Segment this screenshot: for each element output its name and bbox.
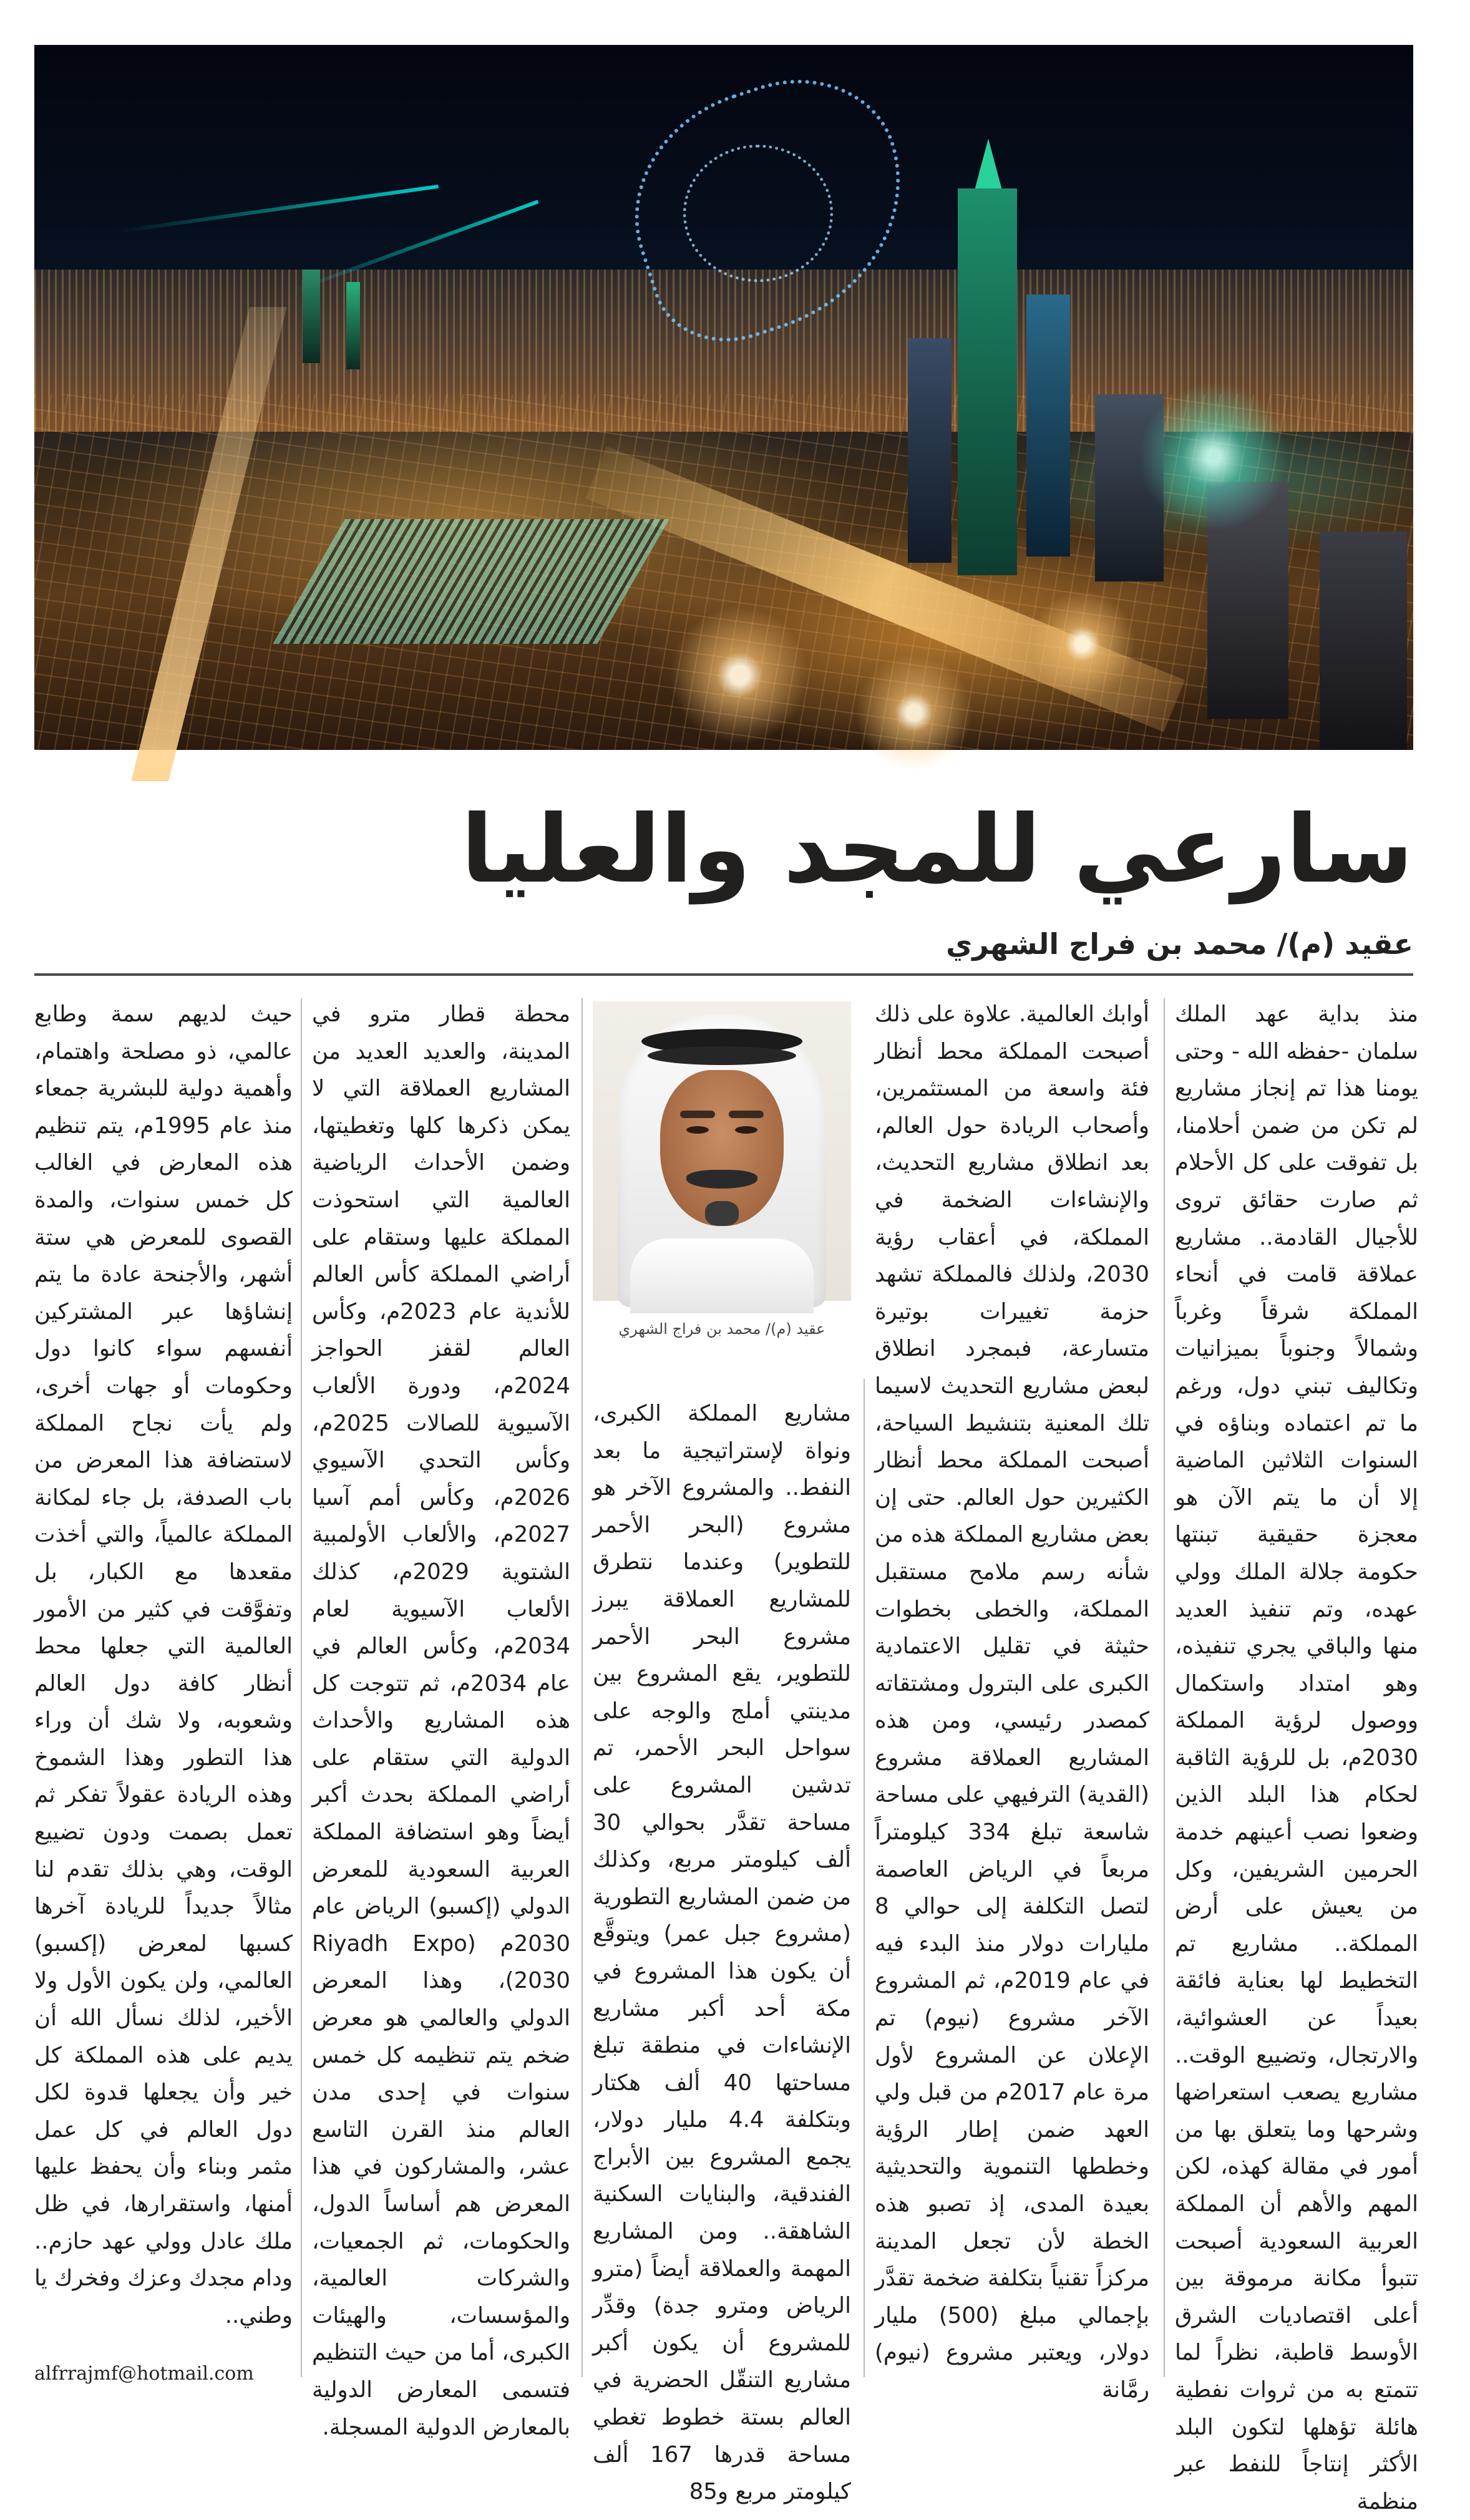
- hero-firework: [1126, 369, 1301, 544]
- hero-firework: [658, 594, 820, 756]
- author-brow: [680, 1111, 715, 1118]
- column-divider: [582, 998, 583, 2377]
- hero-tower-green: [958, 188, 1017, 575]
- hero-tower: [1026, 294, 1070, 557]
- hero-laser-beam: [117, 185, 439, 233]
- article-column-3: مشاريع المملكة الكبرى، ونواة لإستراتيجية ما بعد النفط.. والمشروع الآخر هو مشروع (البحر الأحمر للتطوير) وعندما نتطرق للمشاريع العملاقة يبرز مشروع البحر الأحمر للتطوير، يقع المشروع بين مدينتي أملج والوجه على سواحل البحر الأحمر، تم تدشين المشروع على مساحة تقدَّر بحوالي 30 ألف كيلومتر مربع، وكذلك من ضمن المشاريع التطورية (مشروع جبل عمر) ويتوقَّع أن يكون هذا المشروع في مكة أحد أكبر مشاريع الإنشاءات في منطقة تبلغ مساحتها 40 ألف هكتار وبتكلفة 4.4 مليار دولار، يجمع المشروع بين الأبراج الفندقية، والبنايات السكنية الشاهقة.. ومن المشاريع المهمة والعملاقة أيضاً (مترو الرياض ومترو جدة) وقدِّر للمشروع أن يكون أكبر مشاريع التنقّل الحضرية في العالم بستة خطوط تغطي مساحة قدرها 167 ألف كيلومتر مربع و85: [593, 1401, 852, 2505]
- column-divider: [301, 998, 302, 2377]
- article-column-2: أوابك العالمية. علاوة على ذلك أصبحت المملكة محط أنظار فئة واسعة من المستثمرين، وأصحاب الريادة حول العالم، بعد انطلاق مشاريع التحديث، والإنشاءات الضخمة في المملكة، في أعقاب رؤية 2030، ولذلك فالمملكة تشهد حزمة تغييرات بوتيرة متسارعة، فبمجرد انطلاق لبعض مشاريع التحديث لاسيما تلك المعنية بتنشيط السياحة، أصبحت المملكة محط أنظار الكثيرين حول العالم. حتى إن بعض مشاريع المملكة هذه من شأنه رسم ملامح مستقبل المملكة، والخطى بخطوات حثيثة في تقليل الاعتمادية الكبرى على البترول ومشتقاته كمصدر رئيسي، ومن هذه المشاريع العملاقة مشروع (القدية) الترفيهي على مساحة شاسعة تبلغ 334 كيلومتراً مربعاً في الرياض العاصمة لتصل التكلفة إلى حوالي 8 مليارات دولار منذ البدء فيه في عام 2019م، ثم المشروع الآخر مشروع (نيوم) تم الإعلان عن المشروع لأول مرة عام 2017م من قبل ولي العهد ضمن إطار الرؤية وخططها التنموية والتحديثية بعيدة المدى، إذ تصبو هذه الخطة لأن تجعل المدينة مركزاً تقنياً بتكلفة ضخمة تقدَّر بإجمالي مبلغ (500) مليار دولار، ويعتبر مشروع (نيوم) رمَّانة: [875, 1001, 1149, 2403]
- hero-photo-riyadh-skyline-night: [34, 45, 1413, 750]
- author-eye: [735, 1126, 757, 1134]
- hero-tower: [908, 338, 952, 563]
- column-divider: [1164, 998, 1165, 2377]
- author-mustache: [686, 1170, 757, 1189]
- author-photo-caption: عقيد (م)/ محمد بن فراج الشهري: [618, 1320, 825, 1338]
- hero-tower: [346, 282, 360, 369]
- author-eye: [686, 1126, 709, 1134]
- article-column-1: منذ بداية عهد الملك سلمان -حفظه الله - وحتى يومنا هذا تم إنجاز مشاريع لم تكن من ضمن أحلامنا، بل تفوقت على كل الأحلام ثم صارت حقائق تروى للأجيال القادمة.. مشاريع عملاقة قامت في أنحاء المملكة شرقاً وغرباً وشمالاً وجنوباً بميزانيات وتكاليف تبني دول، ورغم ما تم اعتماده وبناؤه في السنوات الثلاثين الماضية إلا أن ما يتم الآن هو معجزة حقيقية تبنتها حكومة جلالة الملك وولي عهده، وتم تنفيذ العديد منها والباقي يجري تنفيذه، وهو امتداد واستكمال ووصول لرؤية المملكة 2030م، بل للرؤية الثاقبة لحكام هذا البلد الذين وضعوا نصب أعينهم خدمة الحرمين الشريفين، وكل من يعيش على أرض المملكة.. مشاريع تم التخطيط لها بعناية فائقة بعيداً عن العشوائية، والارتجال، وتضييع الوقت.. مشاريع يصعب استعراضها وشرحها وما يتعلق بها من أمور في مقالة كهذه، لكن المهم والأهم أن المملكة العربية السعودية أصبحت تتبوأ مكانة مرموقة بين أعلى اقتصاديات الشرق الأوسط قاطبة، نظراً لما تتمتع به من ثروات نفطية هائلة تؤهلها لتكون البلد الأكثر إنتاجاً للنفط عبر منظمة: [1175, 1001, 1418, 2514]
- author-email[interactable]: alfrrajmf@hotmail.com: [34, 2363, 254, 2385]
- header-divider: [34, 973, 1413, 976]
- hero-firework: [1020, 581, 1145, 706]
- author-goatee: [705, 1201, 739, 1226]
- author-agal: [648, 1046, 796, 1065]
- author-portrait: [593, 1001, 851, 1301]
- article-byline: عقيد (م)/ محمد بن فراج الشهري: [946, 927, 1413, 961]
- hero-tower-spire: [973, 139, 1003, 195]
- article-headline: سارعي للمجد والعليا: [460, 795, 1413, 904]
- hero-tower: [1320, 532, 1407, 750]
- author-brow: [729, 1111, 764, 1118]
- hero-drone-light-show: [683, 145, 833, 282]
- author-thobe: [630, 1238, 814, 1313]
- hero-firework: [845, 644, 983, 781]
- hero-tower: [303, 270, 320, 363]
- article-column-4: محطة قطار مترو في المدينة، والعديد العديد من المشاريع العملاقة التي لا يمكن ذكرها كلها وتغطيتها، وضمن الأحداث الرياضية العالمية التي استحوذت المملكة عليها وستقام على أراضي المملكة كأس العالم للأندية عام 2023م، وكأس العالم لقفز الحواجز 2024م، ودورة الألعاب الآسيوية للصالات 2025م، وكأس التحدي الآسيوي 2026م، وكأس أمم آسيا 2027م، والألعاب الأولمبية الشتوية 2029م، كذلك الألعاب الآسيوية لعام 2034م، وكأس العالم في عام 2034م، ثم تتوجت كل هذه المشاريع والأحداث الدولية التي ستقام على أراضي المملكة بحدث أكبر أيضاً وهو استضافة المملكة العربية السعودية للمعرض الدولي (إكسبو) الرياض عام 2030م (Riyadh Expo 2030)، وهذا المعرض الدولي والعالمي هو معرض ضخم يتم تنظيمه كل خمس سنوات في إحدى مدن العالم منذ القرن التاسع عشر، والمشاركون في هذا المعرض هم أساساً الدول، والحكومات، ثم الجمعيات، والشركات العالمية، والمؤسسات، والهيئات الكبرى، أما من حيث التنظيم فتسمى المعارض الدولية بالمعارض الدولية المسجلة.: [312, 1001, 570, 2440]
- column-divider: [864, 1379, 865, 2377]
- article-column-5: حيث لديهم سمة وطابع عالمي، ذو مصلحة واهتمام، وأهمية دولية للبشرية جمعاء منذ عام 1995م، يتم تنظيم هذه المعارض في الغالب كل خمس سنوات، والمدة القصوى للمعرض هي ستة أشهر، والأجنحة عادة ما يتم إنشاؤها عبر المشتركين أنفسهم سواء كانوا دول وحكومات أو جهات أخرى، ولم يأت نجاح المملكة لاستضافة هذا المعرض من باب الصدفة، بل جاء لمكانة المملكة عالمياً، والتي أخذت مقعدها مع الكبار، بل وتفوَّقت في كثير من الأمور العالمية التي جعلها محط أنظار كافة دول العالم وشعوبه، ولا شك أن وراء هذا التطور وهذا الشموخ وهذه الريادة عقولاً تفكر ثم تعمل بصمت ودون تضييع الوقت، وهي بذلك تقدم لنا مثالاً جديداً للريادة آخرها كسبها لمعرض (إكسبو) العالمي، ولن يكون الأول ولا الأخير، لذلك نسأل الله أن يديم على هذه المملكة كل خير وأن يجعلها قدوة لكل دول العالم في كل عمل مثمر وبناء وأن يحفظ عليها أمنها، واستقرارها، في ظل ملك عادل وولي عهد حازم.. ودام مجدك وعزك وفخرك يا وطني..: [34, 1001, 293, 2328]
